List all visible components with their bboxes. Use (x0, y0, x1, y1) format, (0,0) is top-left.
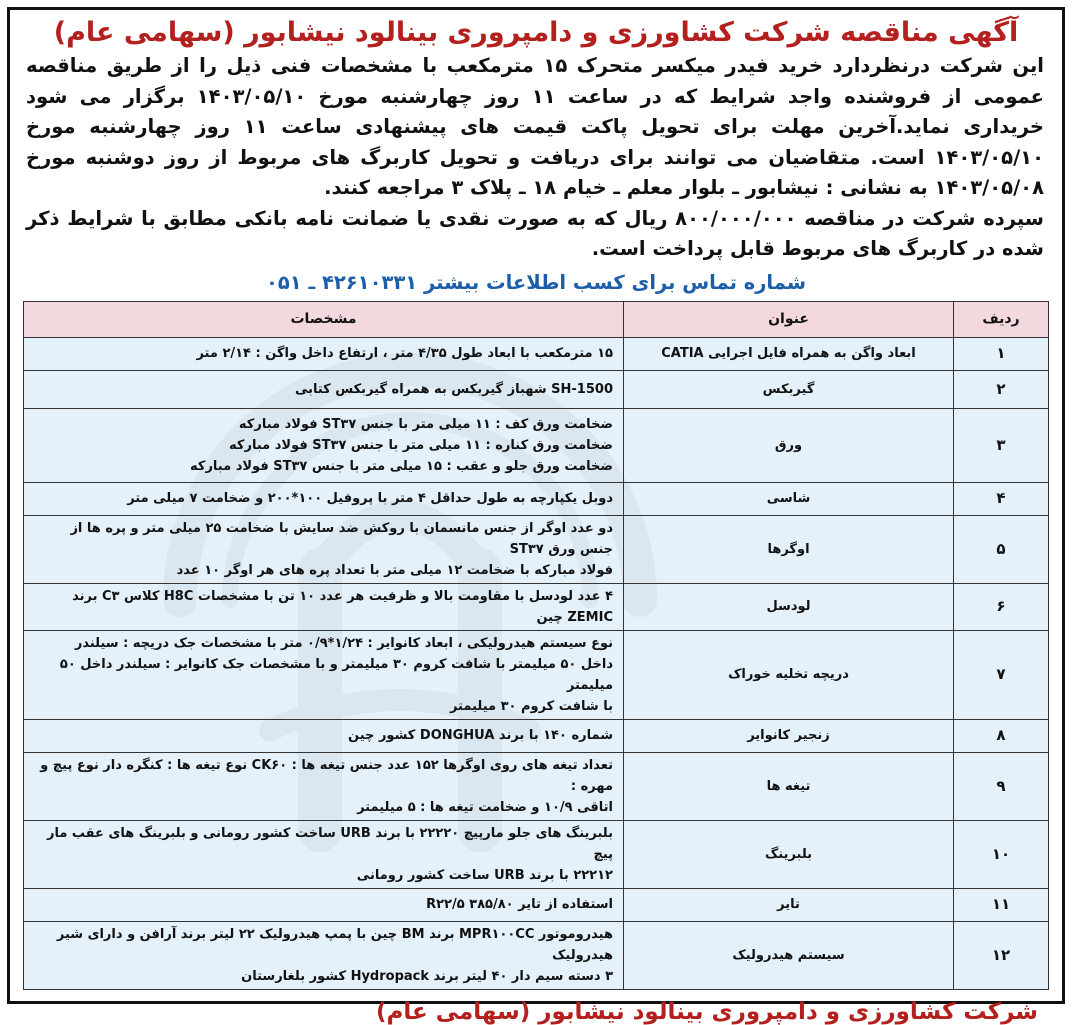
table-row (24, 583, 1049, 630)
table-row (24, 921, 1049, 989)
contact-number: شماره تماس برای کسب اطلاعات بیشتر ۴۲۶۱۰۳۳۱ ـ ۰۵۱ (266, 270, 806, 294)
item-spec-cell: ضخامت ورق کف : ۱۱ میلی متر با جنس ST۳۷ فولاد مبارکه ضخامت ورق کناره : ۱۱ میلی متر با جنس ST۳۷ فولاد مبارکه ضخامت ورق جلو و عقب : ۱۵ میلی متر با جنس ST۳۷ فولاد مبارکه (24, 408, 624, 482)
row-number-cell: ۳ (954, 408, 1049, 482)
item-title-cell: تایر (624, 888, 954, 921)
item-title-cell: گیربکس (624, 370, 954, 408)
item-title-cell: ابعاد واگن به همراه فایل اجرایی CATIA (624, 337, 954, 370)
row-number-cell: ۹ (954, 752, 1049, 820)
table-row (24, 630, 1049, 719)
item-spec-cell: بلبرینگ های جلو مارپیچ ۲۲۲۲۰ با برند URB ساخت کشور رومانی و بلبرینگ های عقب مار پیچ ۲۲۲۱۲ با برند URB ساخت کشور رومانی (24, 820, 624, 888)
item-title-cell: لودسل (624, 583, 954, 630)
row-number-cell: ۱۱ (954, 888, 1049, 921)
table-row (24, 752, 1049, 820)
advertisement-content (10, 16, 1062, 1025)
item-title-cell: تیغه ها (624, 752, 954, 820)
table-row (24, 888, 1049, 921)
row-number-cell: ۲ (954, 370, 1049, 408)
specifications-table (23, 301, 1049, 990)
table-header-row (24, 301, 1049, 337)
row-number-cell: ۱۰ (954, 820, 1049, 888)
page-title: آگهی مناقصه شرکت کشاورزی و دامپروری بینالود نیشابور (سهامی عام) (53, 17, 1019, 48)
table-row (24, 370, 1049, 408)
table-row (24, 337, 1049, 370)
row-number-cell: ۱۲ (954, 921, 1049, 989)
table-row (24, 515, 1049, 583)
item-spec-cell: دوبل یکپارچه به طول حداقل ۴ متر با پروفیل ۱۰۰*۲۰۰ و ضخامت ۷ میلی متر (24, 482, 624, 515)
table-row (24, 719, 1049, 752)
company-footer: شرکت کشاورزی و دامپروری بینالود نیشابور (سهامی عام) (376, 998, 1038, 1025)
row-number-cell: ۷ (954, 630, 1049, 719)
item-spec-cell: شماره ۱۴۰ با برند DONGHUA کشور چین (24, 719, 624, 752)
header-row-number: ردیف (954, 301, 1049, 337)
item-spec-cell: تعداد تیغه های روی اوگرها ۱۵۲ عدد جنس تیغه ها : CK۶۰ نوع تیغه ها : کنگره دار نوع پیچ و مهره : اتاقی ۱۰/۹ و ضخامت تیغه ها : ۵ میلیمتر (24, 752, 624, 820)
item-title-cell: دریچه تخلیه خوراک (624, 630, 954, 719)
table-row (24, 408, 1049, 482)
item-title-cell: شاسی (624, 482, 954, 515)
announcement-paragraph: این شرکت درنظردارد خرید فیدر میکسر متحرک ۱۵ مترمکعب با مشخصات فنی ذیل را از طریق مناقصه عمومی از فروشنده واجد شرایط که در ساعت ۱۱ روز چهارشنبه مورخ ۱۴۰۳/۰۵/۱۰ برگزار می شود خریداری نماید.آخرین مهلت برای تحویل پاکت قیمت های پیشنهادی ساعت ۱۱ روز چهارشنبه مورخ ۱۴۰۳/۰۵/۱۰ است. متقاضیان می توانند برای دریافت و تحویل کاربرگ های مربوط از روز دوشنبه مورخ ۱۴۰۳/۰۵/۰۸ به نشانی : نیشابور ـ بلوار معلم ـ خیام ۱۸ ـ پلاک ۳ مراجعه کنند. (26, 54, 1044, 199)
table-row (24, 482, 1049, 515)
item-spec-cell: استفاده از تایر R۲۲/۵ ۳۸۵/۸۰ (24, 888, 624, 921)
row-number-cell: ۵ (954, 515, 1049, 583)
item-spec-cell: ۴ عدد لودسل با مقاومت بالا و ظرفیت هر عدد ۱۰ تن با مشخصات H8C کلاس C۳ برند ZEMIC چین (24, 583, 624, 630)
advertisement-page (7, 7, 1065, 1025)
item-title-cell: بلبرینگ (624, 820, 954, 888)
item-spec-cell: دو عدد اوگر از جنس مانسمان با روکش ضد سایش با ضخامت ۲۵ میلی متر و پره ها از جنس ورق ST۳۷ فولاد مبارکه با ضخامت ۱۲ میلی متر با تعداد پره های هر اوگر ۱۰ عدد (24, 515, 624, 583)
item-title-cell: زنجیر کانوایر (624, 719, 954, 752)
item-title-cell: اوگرها (624, 515, 954, 583)
table-body (24, 337, 1049, 989)
announcement-body (10, 51, 1062, 265)
item-title-cell: سیستم هیدرولیک (624, 921, 954, 989)
header-title: عنوان (624, 301, 954, 337)
row-number-cell: ۶ (954, 583, 1049, 630)
deposit-paragraph: سپرده شرکت در مناقصه ۸۰۰/۰۰۰/۰۰۰ ریال که به صورت نقدی یا ضمانت نامه بانکی مطابق با شرایط ذکر شده در کاربرگ های مربوط قابل پرداخت است. (26, 206, 1044, 260)
table-row (24, 820, 1049, 888)
header-specifications: مشخصات (24, 301, 624, 337)
item-spec-cell: ۱۵ مترمکعب با ابعاد طول ۴/۳۵ متر ، ارتفاع داخل واگن : ۲/۱۴ متر (24, 337, 624, 370)
row-number-cell: ۱ (954, 337, 1049, 370)
item-spec-cell: نوع سیستم هیدرولیکی ، ابعاد کانوایر : ۱/۲۴*۰/۹ متر با مشخصات جک دریچه : سیلندر داخل ۵۰ میلیمتر با شافت کروم ۳۰ میلیمتر و با مشخصات جک کانوایر : سیلندر داخل ۵۰ میلیمتر با شافت کروم ۳۰ میلیمتر (24, 630, 624, 719)
row-number-cell: ۴ (954, 482, 1049, 515)
row-number-cell: ۸ (954, 719, 1049, 752)
item-spec-cell: SH-1500 شهباز گیربکس به همراه گیربکس کتابی (24, 370, 624, 408)
item-title-cell: ورق (624, 408, 954, 482)
item-spec-cell: هیدروموتور MPR۱۰۰CC برند BM چین با پمپ هیدرولیک ۲۲ لیتر برند آرافن و دارای شیر هیدرولیک ۳ دسته سیم دار ۴۰ لیتر برند Hydropack کشور بلغارستان (24, 921, 624, 989)
